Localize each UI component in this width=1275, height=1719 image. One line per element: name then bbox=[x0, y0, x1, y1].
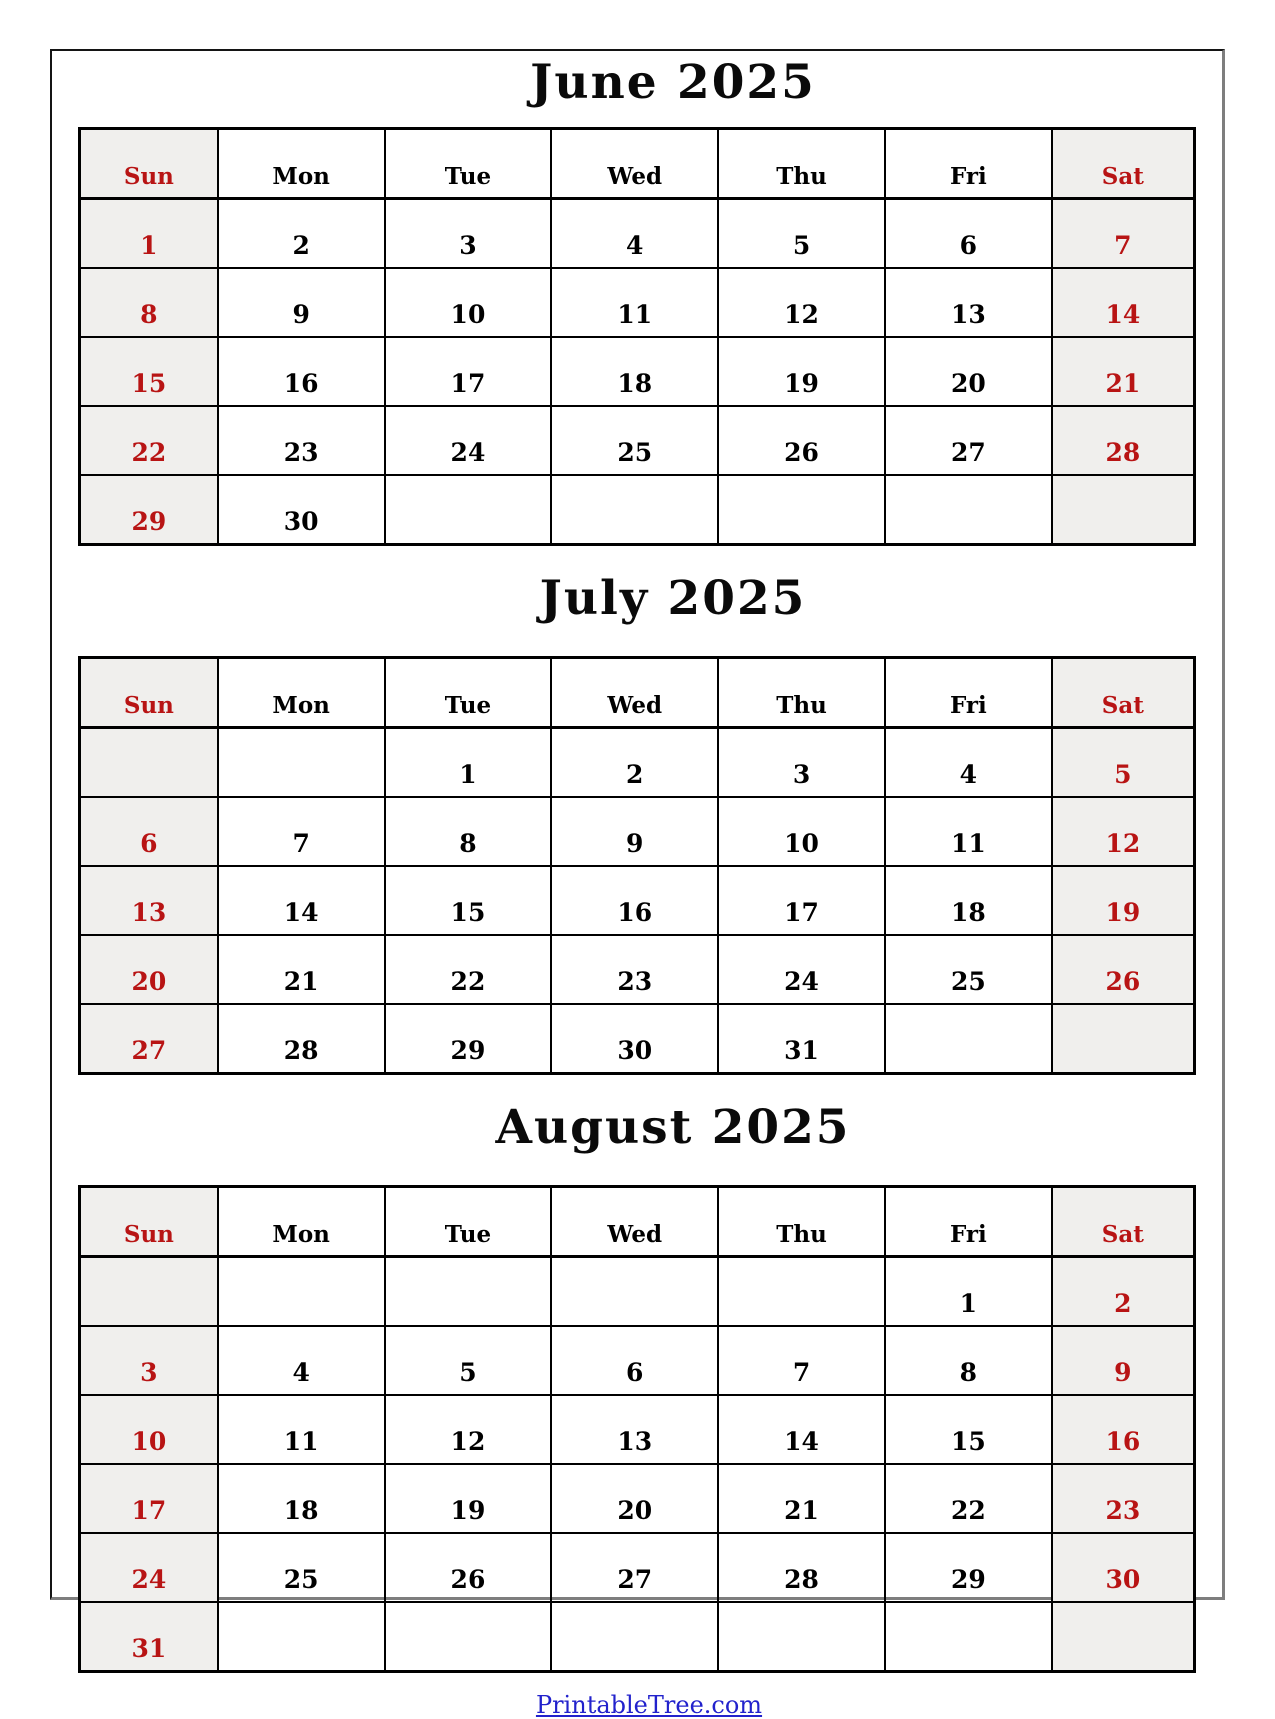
day-cell: 4 bbox=[551, 199, 718, 269]
weekday-header-row bbox=[80, 1187, 1195, 1257]
weekday-header-thu: Thu bbox=[718, 1187, 885, 1257]
day-cell: 17 bbox=[385, 337, 552, 406]
week-row bbox=[80, 866, 1195, 935]
weekday-header-sun: Sun bbox=[80, 129, 218, 199]
day-cell-empty bbox=[385, 1602, 552, 1672]
day-cell: 14 bbox=[718, 1395, 885, 1464]
day-cell: 15 bbox=[80, 337, 218, 406]
day-cell: 21 bbox=[1052, 337, 1195, 406]
day-cell: 1 bbox=[385, 728, 552, 798]
day-cell: 30 bbox=[218, 475, 385, 545]
day-cell: 2 bbox=[551, 728, 718, 798]
day-cell-empty bbox=[1052, 475, 1195, 545]
month-section-june-2025 bbox=[78, 56, 1196, 546]
weekday-header-wed: Wed bbox=[551, 658, 718, 728]
calendar-table-june-2025 bbox=[78, 127, 1196, 546]
months-container bbox=[78, 56, 1196, 1673]
day-cell: 19 bbox=[1052, 866, 1195, 935]
day-cell: 11 bbox=[885, 797, 1052, 866]
week-row bbox=[80, 728, 1195, 798]
week-row bbox=[80, 475, 1195, 545]
day-cell: 18 bbox=[218, 1464, 385, 1533]
day-cell: 13 bbox=[885, 268, 1052, 337]
week-row bbox=[80, 1004, 1195, 1074]
weekday-header-sat: Sat bbox=[1052, 129, 1195, 199]
day-cell: 17 bbox=[80, 1464, 218, 1533]
day-cell: 13 bbox=[551, 1395, 718, 1464]
month-title: August 2025 bbox=[495, 1100, 851, 1156]
day-cell: 19 bbox=[718, 337, 885, 406]
day-cell: 7 bbox=[1052, 199, 1195, 269]
day-cell-empty bbox=[218, 1602, 385, 1672]
day-cell: 25 bbox=[218, 1533, 385, 1602]
day-cell: 20 bbox=[885, 337, 1052, 406]
weekday-header-sat: Sat bbox=[1052, 1187, 1195, 1257]
day-cell: 23 bbox=[218, 406, 385, 475]
day-cell: 28 bbox=[218, 1004, 385, 1074]
weekday-header-fri: Fri bbox=[885, 658, 1052, 728]
printabletree-link[interactable]: PrintableTree.com bbox=[535, 1691, 763, 1719]
day-cell: 3 bbox=[385, 199, 552, 269]
day-cell-empty bbox=[718, 475, 885, 545]
week-row bbox=[80, 337, 1195, 406]
week-row bbox=[80, 935, 1195, 1004]
weekday-header-mon: Mon bbox=[218, 658, 385, 728]
day-cell: 31 bbox=[718, 1004, 885, 1074]
weekday-header-mon: Mon bbox=[218, 129, 385, 199]
day-cell: 2 bbox=[218, 199, 385, 269]
day-cell: 29 bbox=[385, 1004, 552, 1074]
day-cell: 5 bbox=[385, 1326, 552, 1395]
day-cell: 16 bbox=[1052, 1395, 1195, 1464]
weekday-header-thu: Thu bbox=[718, 658, 885, 728]
day-cell: 9 bbox=[218, 268, 385, 337]
weekday-header-tue: Tue bbox=[385, 1187, 552, 1257]
day-cell: 7 bbox=[718, 1326, 885, 1395]
day-cell: 24 bbox=[385, 406, 552, 475]
week-row bbox=[80, 1395, 1195, 1464]
day-cell: 12 bbox=[1052, 797, 1195, 866]
weekday-header-sun: Sun bbox=[80, 1187, 218, 1257]
day-cell: 17 bbox=[718, 866, 885, 935]
day-cell: 24 bbox=[718, 935, 885, 1004]
day-cell: 27 bbox=[80, 1004, 218, 1074]
day-cell: 4 bbox=[218, 1326, 385, 1395]
day-cell: 25 bbox=[885, 935, 1052, 1004]
day-cell: 25 bbox=[551, 406, 718, 475]
week-row bbox=[80, 1464, 1195, 1533]
month-section-august-2025 bbox=[78, 1101, 1196, 1673]
day-cell: 27 bbox=[551, 1533, 718, 1602]
day-cell: 16 bbox=[551, 866, 718, 935]
day-cell: 29 bbox=[885, 1533, 1052, 1602]
week-row bbox=[80, 1602, 1195, 1672]
day-cell: 21 bbox=[218, 935, 385, 1004]
day-cell: 28 bbox=[1052, 406, 1195, 475]
day-cell: 23 bbox=[1052, 1464, 1195, 1533]
weekday-header-sun: Sun bbox=[80, 658, 218, 728]
day-cell-empty bbox=[80, 728, 218, 798]
day-cell: 24 bbox=[80, 1533, 218, 1602]
day-cell: 28 bbox=[718, 1533, 885, 1602]
day-cell: 8 bbox=[885, 1326, 1052, 1395]
week-row bbox=[80, 406, 1195, 475]
day-cell: 9 bbox=[551, 797, 718, 866]
day-cell: 1 bbox=[80, 199, 218, 269]
weekday-header-wed: Wed bbox=[551, 1187, 718, 1257]
weekday-header-sat: Sat bbox=[1052, 658, 1195, 728]
day-cell: 4 bbox=[885, 728, 1052, 798]
day-cell-empty bbox=[385, 1257, 552, 1327]
day-cell: 31 bbox=[80, 1602, 218, 1672]
weekday-header-tue: Tue bbox=[385, 658, 552, 728]
calendar-table-august-2025 bbox=[78, 1185, 1196, 1673]
day-cell: 6 bbox=[551, 1326, 718, 1395]
day-cell: 18 bbox=[885, 866, 1052, 935]
day-cell: 3 bbox=[718, 728, 885, 798]
day-cell: 9 bbox=[1052, 1326, 1195, 1395]
day-cell: 11 bbox=[218, 1395, 385, 1464]
day-cell-empty bbox=[218, 1257, 385, 1327]
day-cell-empty bbox=[551, 1602, 718, 1672]
day-cell: 2 bbox=[1052, 1257, 1195, 1327]
day-cell: 30 bbox=[551, 1004, 718, 1074]
day-cell-empty bbox=[551, 475, 718, 545]
week-row bbox=[80, 1533, 1195, 1602]
day-cell-empty bbox=[551, 1257, 718, 1327]
day-cell: 19 bbox=[385, 1464, 552, 1533]
day-cell: 14 bbox=[1052, 268, 1195, 337]
month-section-july-2025 bbox=[78, 572, 1196, 1075]
day-cell: 13 bbox=[80, 866, 218, 935]
month-title: June 2025 bbox=[530, 55, 816, 110]
week-row bbox=[80, 1326, 1195, 1395]
day-cell: 12 bbox=[385, 1395, 552, 1464]
weekday-header-thu: Thu bbox=[718, 129, 885, 199]
day-cell-empty bbox=[885, 1602, 1052, 1672]
day-cell-empty bbox=[718, 1257, 885, 1327]
day-cell: 26 bbox=[385, 1533, 552, 1602]
weekday-header-fri: Fri bbox=[885, 129, 1052, 199]
day-cell-empty bbox=[218, 728, 385, 798]
weekday-header-row bbox=[80, 129, 1195, 199]
day-cell-empty bbox=[80, 1257, 218, 1327]
day-cell-empty bbox=[885, 475, 1052, 545]
day-cell: 5 bbox=[718, 199, 885, 269]
weekday-header-fri: Fri bbox=[885, 1187, 1052, 1257]
calendar-table-july-2025 bbox=[78, 656, 1196, 1075]
day-cell: 20 bbox=[551, 1464, 718, 1533]
day-cell: 10 bbox=[718, 797, 885, 866]
week-row bbox=[80, 1257, 1195, 1327]
day-cell: 16 bbox=[218, 337, 385, 406]
day-cell: 22 bbox=[885, 1464, 1052, 1533]
day-cell: 8 bbox=[385, 797, 552, 866]
calendar-page bbox=[50, 49, 1225, 1719]
day-cell: 1 bbox=[885, 1257, 1052, 1327]
day-cell: 15 bbox=[885, 1395, 1052, 1464]
weekday-header-mon: Mon bbox=[218, 1187, 385, 1257]
day-cell: 6 bbox=[80, 797, 218, 866]
day-cell: 8 bbox=[80, 268, 218, 337]
week-row bbox=[80, 199, 1195, 269]
weekday-header-row bbox=[80, 658, 1195, 728]
day-cell: 7 bbox=[218, 797, 385, 866]
day-cell: 22 bbox=[385, 935, 552, 1004]
day-cell: 3 bbox=[80, 1326, 218, 1395]
day-cell: 12 bbox=[718, 268, 885, 337]
day-cell-empty bbox=[385, 475, 552, 545]
day-cell: 27 bbox=[885, 406, 1052, 475]
day-cell-empty bbox=[718, 1602, 885, 1672]
day-cell: 20 bbox=[80, 935, 218, 1004]
day-cell: 10 bbox=[80, 1395, 218, 1464]
day-cell: 26 bbox=[1052, 935, 1195, 1004]
day-cell: 5 bbox=[1052, 728, 1195, 798]
page-footer bbox=[90, 1691, 1208, 1719]
weekday-header-wed: Wed bbox=[551, 129, 718, 199]
day-cell: 22 bbox=[80, 406, 218, 475]
day-cell: 15 bbox=[385, 866, 552, 935]
day-cell-empty bbox=[1052, 1602, 1195, 1672]
day-cell-empty bbox=[1052, 1004, 1195, 1074]
day-cell: 23 bbox=[551, 935, 718, 1004]
day-cell: 21 bbox=[718, 1464, 885, 1533]
day-cell-empty bbox=[885, 1004, 1052, 1074]
week-row bbox=[80, 797, 1195, 866]
day-cell: 29 bbox=[80, 475, 218, 545]
month-title: July 2025 bbox=[539, 571, 807, 627]
day-cell: 30 bbox=[1052, 1533, 1195, 1602]
week-row bbox=[80, 268, 1195, 337]
day-cell: 10 bbox=[385, 268, 552, 337]
day-cell: 26 bbox=[718, 406, 885, 475]
day-cell: 11 bbox=[551, 268, 718, 337]
day-cell: 14 bbox=[218, 866, 385, 935]
day-cell: 6 bbox=[885, 199, 1052, 269]
day-cell: 18 bbox=[551, 337, 718, 406]
weekday-header-tue: Tue bbox=[385, 129, 552, 199]
